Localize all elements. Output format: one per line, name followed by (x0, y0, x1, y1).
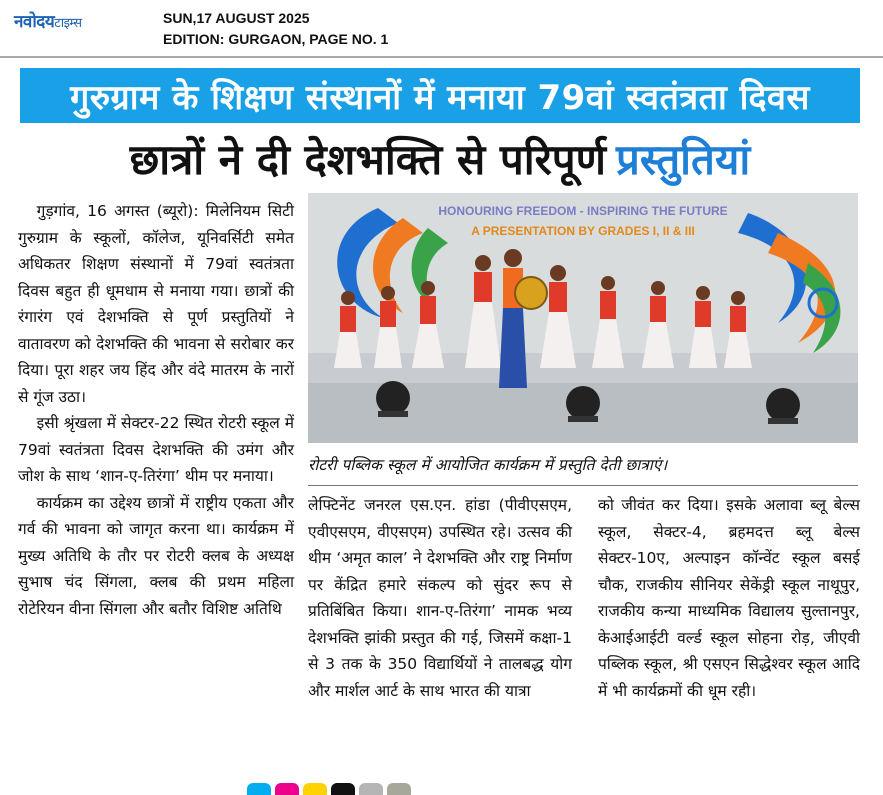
masthead-divider (0, 56, 883, 58)
registration-mark (387, 783, 411, 795)
kicker-text: गुरुग्राम के शिक्षण संस्थानों में मनाया 79वां स्वतंत्रता दिवस (70, 77, 810, 118)
headline (20, 128, 860, 188)
article-column-2 (308, 492, 572, 704)
registration-color-bar (247, 783, 411, 795)
headline-part2: प्रस्तुतियां (616, 134, 751, 184)
edition-line: EDITION: GURGAON, PAGE NO. 1 (163, 31, 389, 47)
registration-mark (303, 783, 327, 795)
paragraph: गुड़गांव, 16 अगस्त (ब्यूरो): मिलेनियम सिटी गुरुग्राम के स्कूलों, कॉलेज, यूनिवर्सिटी समेत अधिकतर शिक्षण संस्थानों में 79वां स्वतंत्रता दिवस बहुत ही धूमधाम से मनाया गया। छात्रों की रंगारंग एवं देशभक्ति से पूर्ण प्रस्तुतियों ने वातावरण को देशभक्ति की भावना से सरोबार कर दिया। पूरा शहर जय हिंद और वंदे मातरम के नारों से गूंज उठा। (18, 202, 294, 406)
caption-divider (308, 485, 858, 486)
logo-main: नवोदय (14, 12, 55, 32)
date-line: SUN,17 AUGUST 2025 (163, 10, 310, 26)
newspaper-logo (14, 9, 82, 32)
paragraph: लेफ्टिनेंट जनरल एस.एन. हांडा (पीवीएसएम, एवीएसएम, वीएसएम) उपस्थित रहे। उत्सव की थीम ‘अमृत काल’ ने देशभक्ति और राष्ट्र निर्माण पर केंद्रित हमारे संकल्प को सुंदर रूप से प्रतिबिंबित किया। शान-ए-तिरंगा’ नामक भव्य देशभक्ति झांकी प्रस्तुत की गई, जिसमें कक्षा-1 से 3 तक के 350 विद्यार्थियों ने तालबद्ध योग और मार्शल आर्ट के साथ भारत की यात्रा (308, 496, 572, 700)
registration-mark (275, 783, 299, 795)
paragraph: को जीवंत कर दिया। इसके अलावा ब्लू बेल्स स्कूल, सेक्टर-4, ब्रहमदत्त ब्लू बेल्स सेक्टर-10ए, अल्पाइन कॉन्वेंट स्कूल बसई चौक, राजकीय सीनियर सेकेंड्री स्कूल नाथूपुर, राजकीय कन्या माध्यमिक विद्यालय सुल्तानपुर, केआईआईटी वर्ल्ड स्कूल सोहना रोड़, जीएवी पब्लिक स्कूल, श्री एसएन सिद्धेश्वर स्कूल आदि में भी कार्यक्रमों की धूम रही। (598, 496, 860, 700)
kicker-banner (20, 68, 860, 123)
headline-part1: छात्रों ने दी देशभक्ति से परिपूर्ण (129, 134, 606, 184)
paragraph: कार्यक्रम का उद्देश्य छात्रों में राष्ट्रीय एकता और गर्व की भावना को जागृत करना था। कार्यक्रम में मुख्य अतिथि के तौर पर रोटरी क्लब के अध्यक्ष सुभाष चंद सिंगला, क्लब की प्रथम महिला रोटेरियन वीना सिंगला और बतौर विशिष्ट अतिथि (18, 493, 294, 618)
paragraph: इसी श्रृंखला में सेक्टर-22 स्थित रोटरी स्कूल में 79वां स्वतंत्रता दिवस देशभक्ति की उमंग और जोश के साथ ‘शान-ए-तिरंगा’ थीम पर मनाया। (18, 414, 294, 485)
registration-mark (247, 783, 271, 795)
edition-meta (163, 8, 388, 50)
event-photo (308, 193, 858, 443)
stage-illustration (308, 193, 858, 443)
registration-mark (359, 783, 383, 795)
photo-caption: रोटरी पब्लिक स्कूल में आयोजित कार्यक्रम में प्रस्तुति देती छात्राएं। (308, 456, 668, 474)
article-column-3 (598, 492, 860, 704)
masthead (0, 0, 883, 55)
banner-line-2: A PRESENTATION BY GRADES I, II & III (471, 224, 695, 238)
registration-mark (331, 783, 355, 795)
banner-line-1: HONOURING FREEDOM - INSPIRING THE FUTURE (438, 204, 728, 218)
article-column-1 (18, 198, 294, 622)
logo-sub: टाइम्स (54, 16, 82, 31)
